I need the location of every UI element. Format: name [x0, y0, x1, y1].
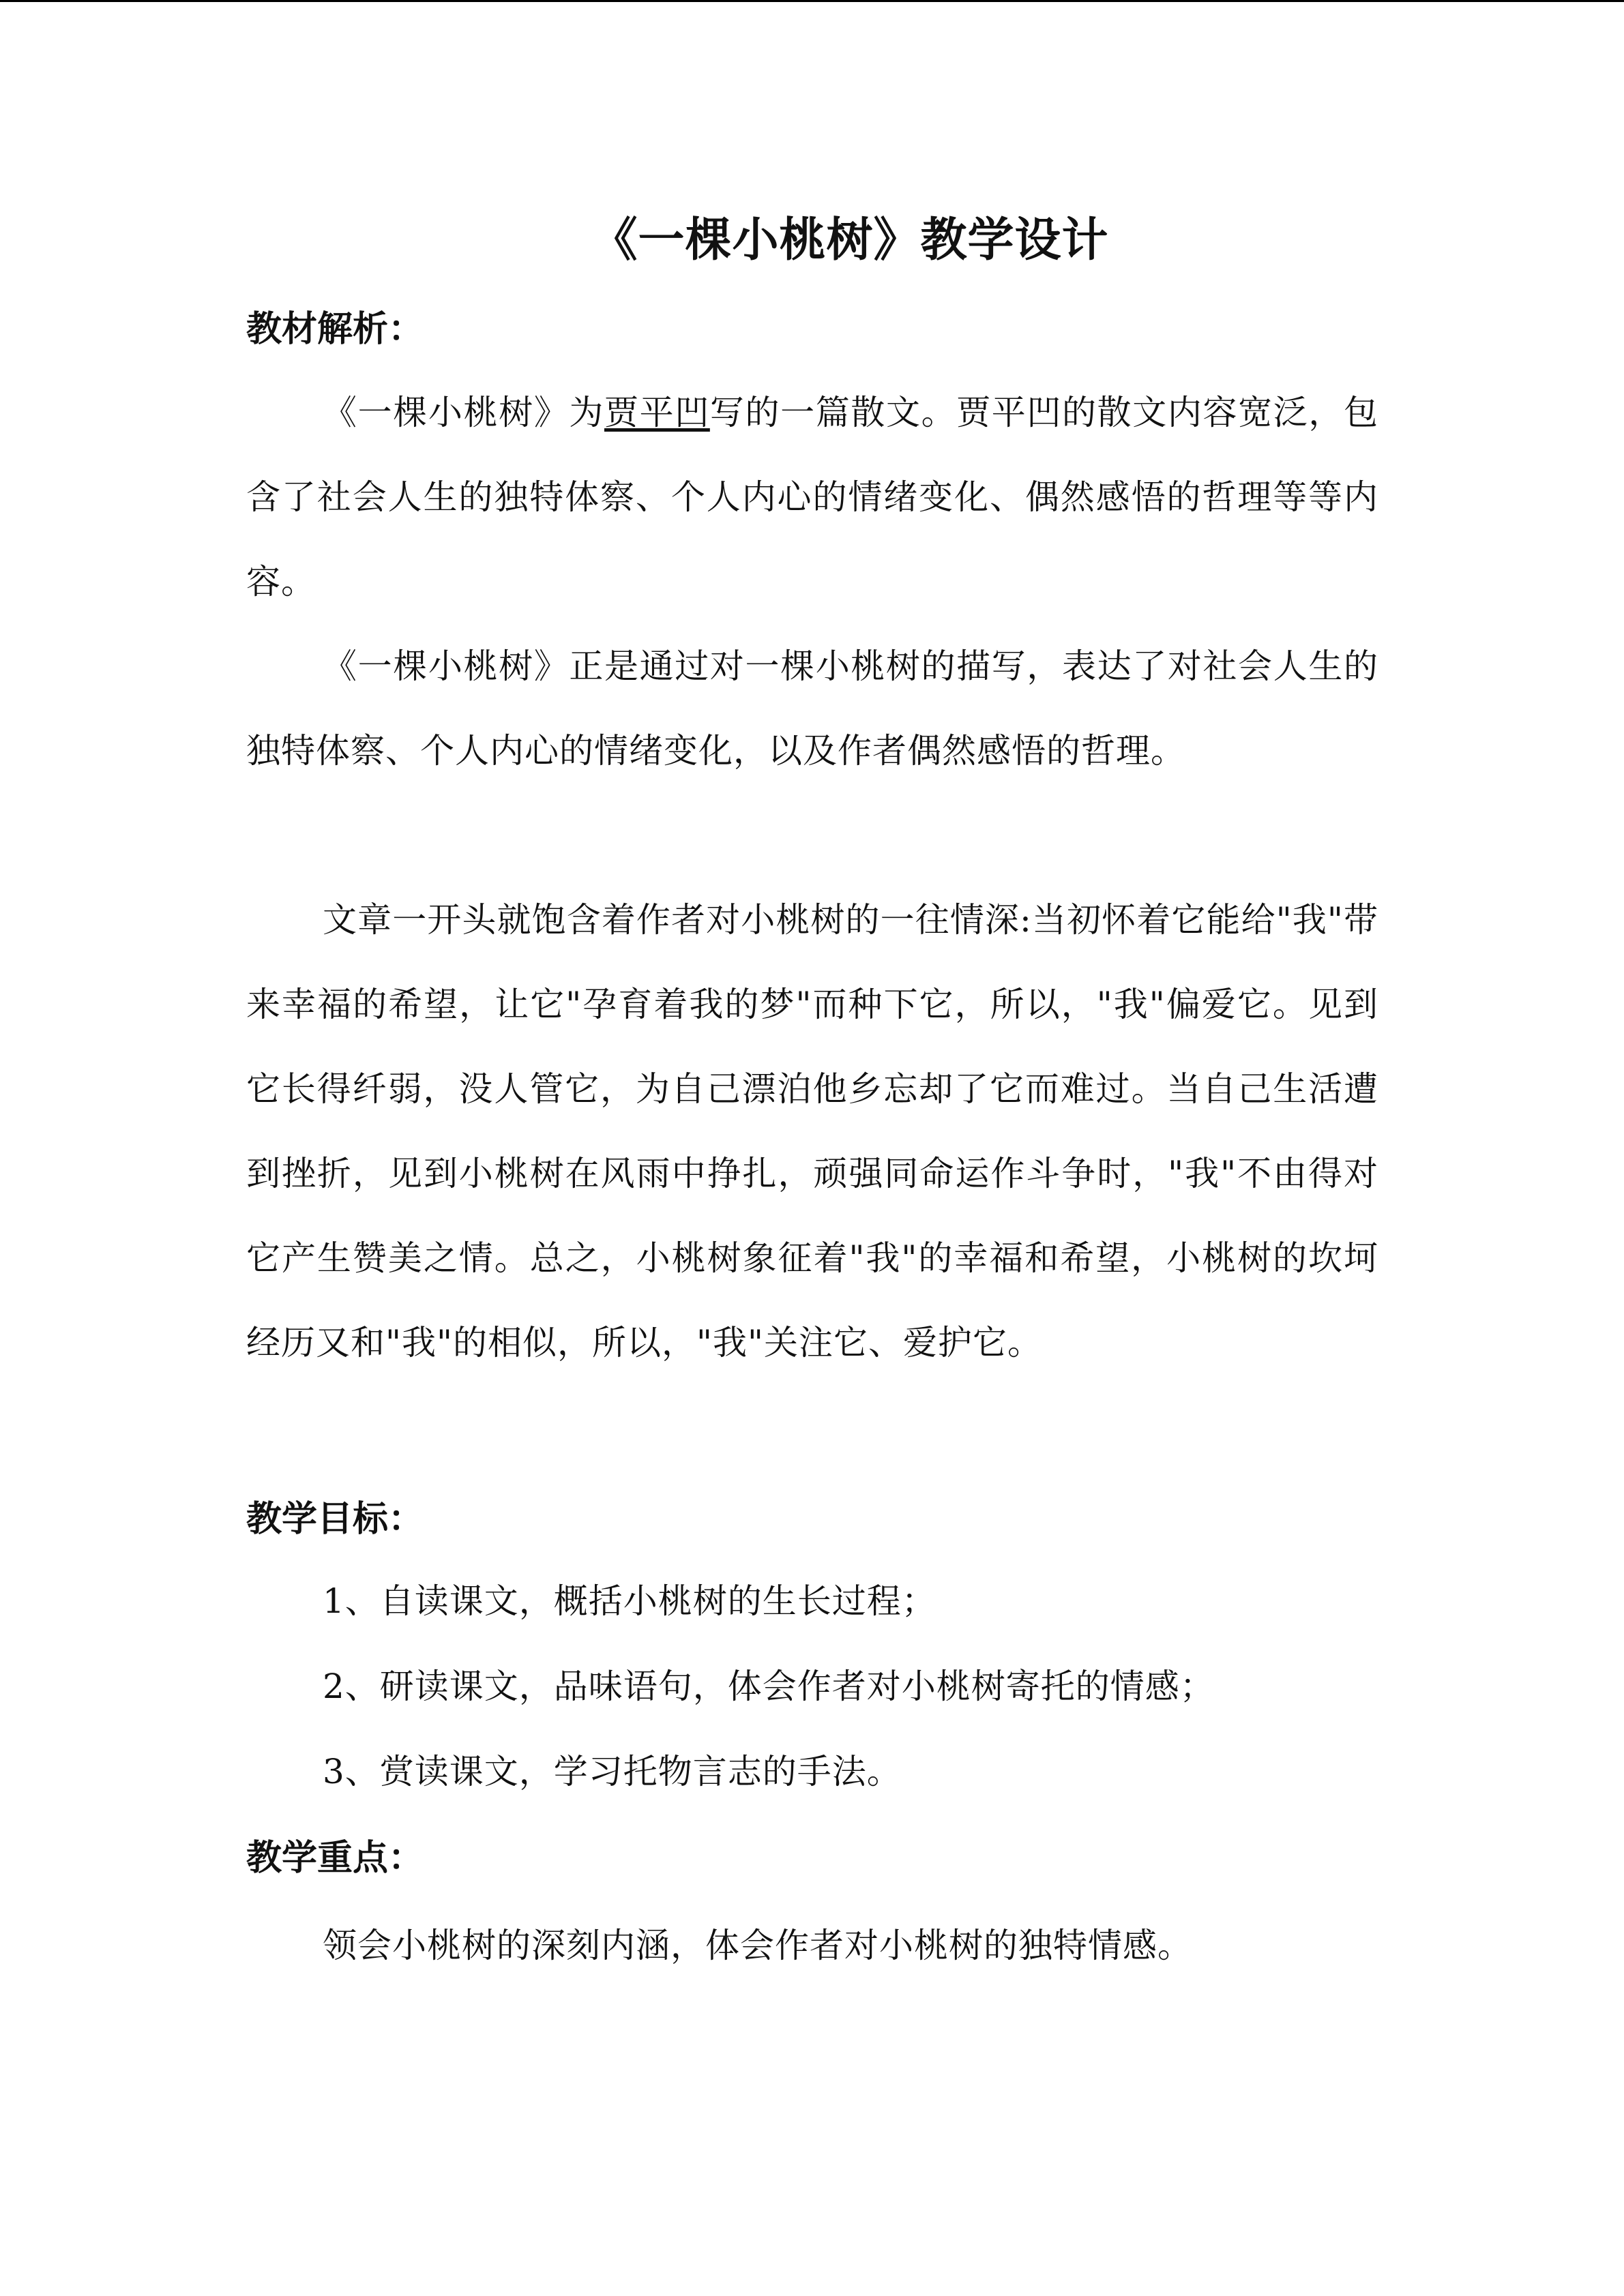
heading-objectives: 教学目标： — [246, 1499, 424, 1540]
author-link[interactable]: 贾平凹 — [604, 393, 710, 432]
heading-analysis: 教材解析： — [246, 309, 424, 350]
document-title: 《一棵小桃树》教学设计 — [591, 213, 1109, 267]
paragraph-keypoints-1: 领会小桃树的深刻内涵，体会作者对小桃树的独特情感。 — [323, 1926, 1192, 1965]
objective-item-1: 1、自读课文，概括小桃树的生长过程； — [323, 1581, 936, 1621]
paragraph-analysis-1-end: 写的一篇散文。贾平凹的散文内容宽泛，包含了社会人生的独特体察、个人内心的情绪变化、偶然感悟的哲理等等内容。 — [246, 393, 1379, 601]
paragraph-analysis-2: 《一棵小桃树》正是通过对一棵小桃树的描写，表达了对社会人生的独特体察、个人内心的情绪变化，以及作者偶然感悟的哲理。 — [246, 646, 1378, 771]
paragraph-analysis-3: 文章一开头就饱含着作者对小桃树的一往情深:当初怀着它能给"我"带来幸福的希望，让它"孕育着我的梦"而种下它，所以，"我"偏爱它。见到它长得纤弱，没人管它，为自己漂泊他乡忘却了它而难过。当自己生活遭到挫折，见到小桃树在风雨中挣扎，顽强同命运作斗争时，"我"不由得对它产生赞美之情。总之，小桃树象征着"我"的幸福和希望，小桃树的坎坷经历又和"我"的相似，所以，"我"关注它、爱护它。 — [246, 900, 1378, 1362]
objective-item-2: 2、研读课文，品味语句，体会作者对小桃树寄托的情感； — [323, 1667, 1215, 1706]
heading-keypoints: 教学重点： — [246, 1838, 424, 1879]
paragraph-analysis-1 — [246, 370, 1378, 624]
objective-item-3: 3、赏读课文，学习托物言志的手法。 — [323, 1752, 902, 1791]
paragraph-analysis-1-start: 《一棵小桃树》为 — [323, 393, 604, 432]
